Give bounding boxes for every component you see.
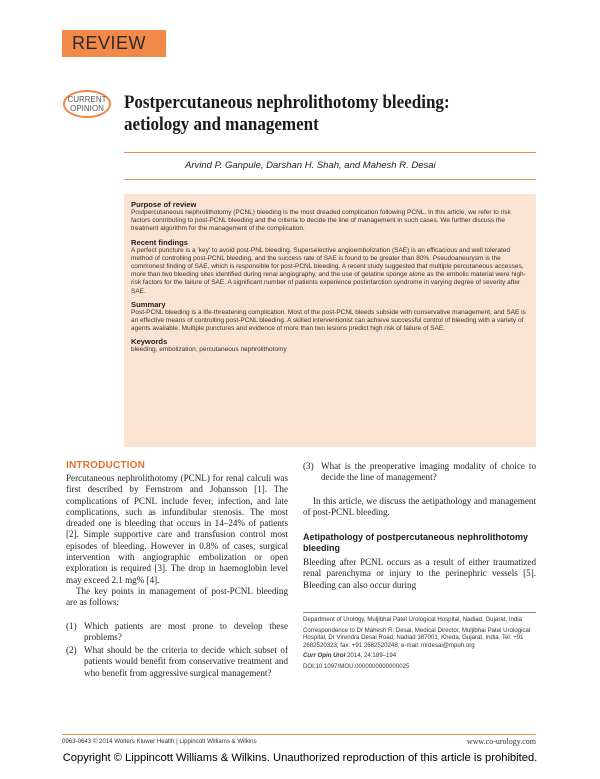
title-line2: aetiology and management (124, 115, 319, 135)
column-right (303, 461, 536, 591)
intro-paragraph-2: The key points in management of post-PCNL bleeding are as follows: (66, 585, 288, 608)
intro-paragraph-3: In this article, we discuss the aetipathology and management of post-PCNL bleeding. (303, 495, 536, 517)
keywords-heading: Keywords (131, 337, 168, 347)
aetio-heading: Aetipathology of postpercutaneous nephrolithotomy bleeding (303, 532, 528, 554)
list-item: (2) What should be the criteria to decide which subset of patients would benefit from conservative treatment and who benefit from aggressive surgical management? (66, 645, 288, 678)
purpose-text: Postpercutaneous nephrolithotomy (PCNL) bleeding is the most dreaded complication following PCNL. In this article, we refer to risk factors contributing to post-PCNL bleeding and the criteria to decide the line of management in such cases. We further discuss the treatment algorithm for the management of the complication. (131, 209, 511, 233)
footnote-rule (303, 612, 536, 613)
title-line1: Postpercutaneous nephrolithotomy bleeding: (124, 93, 450, 113)
footer-issn: 0963-0643 © 2014 Wolters Kluwer Health | Lippincott Williams & Wilkins (62, 738, 257, 745)
abstract-box (124, 194, 536, 447)
intro-paragraph-1: Percutaneous nephrolithotomy (PCNL) for renal calculi was first described by Fernstrom and Johansson [1]. The complications of PCNL include fever, infection, and late complications, such as infundibular stenosis. The most dreaded one is bleeding that occurs in 14–24% of patients [2]. Simple supportive care and transfusion control most episodes of bleeding. However in 0.8% of cases, surgical intervention with angiographic embolization or open exploration is required [3]. The drop in haemoglobin level may exceed 2.1 mg% [4]. (66, 473, 288, 585)
title-rule-top (124, 152, 536, 153)
copyright-notice: Copyright © Lippincott Williams & Wilkins. Unauthorized reproduction of this article is prohibited. (62, 752, 538, 764)
authors: Arvind P. Ganpule, Darshan H. Shah, and Mahesh R. Desai (185, 160, 436, 171)
affiliation: Department of Urology, Muljibhai Patel Urological Hospital, Nadiad, Gujarat, India (303, 616, 523, 623)
logo-line1: CURRENT (67, 95, 107, 104)
journal-citation: Curr Opin Urol 2014, 24:189–194 (303, 652, 397, 659)
list-item: (3) What is the preoperative imaging modality of choice to decide the line of management? (303, 461, 536, 483)
section-tag: REVIEW (62, 30, 166, 57)
footer-rule (62, 734, 536, 735)
summary-text: Post-PCNL bleeding is a life-threatening complication. Most of the post-PCNL bleeds subside with conservative management, and SAE is an effective means of controlling post-PCNL bleeding. A skilled interventionist can achieve successful control of bleeding with a variety of agents available. Multiple punctures and evidence of more than two lesions predict high risk of failure of SAE. (131, 308, 526, 333)
logo-line2: OPINION (70, 104, 104, 113)
summary-heading: Summary (131, 299, 166, 309)
aetio-text: Bleeding after PCNL occurs as a result of either traumatized renal parenchyma or injury to the perinephric vessels [5]. Bleeding can also occur during (303, 557, 536, 590)
article-title (124, 92, 564, 136)
list-item: (1) Which patients are most prone to develop these problems? (66, 620, 288, 642)
footer-url: www.co-urology.com (466, 737, 536, 746)
footnotes (303, 616, 536, 673)
purpose-heading: Purpose of review (131, 200, 197, 209)
introduction-heading: INTRODUCTION (66, 460, 146, 471)
current-opinion-logo (62, 89, 112, 119)
correspondence: Correspondence to Dr Mahesh R. Desai, Medical Director, Muljibhai Patel Urological Hospital, Dr Virendra Desai Road, Nadiad 387001, Kheda, Gujarat, India. Tel: +91 2682520323; fax: +91 2682520248; e-mail: mrdesai@mpuh.org (303, 626, 531, 649)
findings-heading: Recent findings (131, 237, 188, 247)
keywords-text: bleeding, embolization, percutaneous nephrolithotomy (131, 346, 287, 354)
column-left (66, 473, 288, 679)
findings-text: A perfect puncture is a 'key' to avoid post-PNL bleeding. Superselective angioembolization (SAE) is an efficacious and well tolerated method of controlling post-PCNL bleeding, and the success rate of SAE is found to be greater than 80%. Pseudoaneurysm is the commonest finding of SAE, which is responsible for post-PCNL bleeding. A recent study suggested that multiple percutaneous accesses, more than two bleeding sites identified during renal angiography, and the use of gelatine sponge alone as the embolic material were high-risk factors for the failure of SAE. A significant number of patients experience postinfarction syndrome in varying degree of severity after SAE. (131, 246, 526, 295)
doi: DOI:10.1097/MOU.0000000000000025 (303, 662, 410, 670)
title-rule-bottom (124, 179, 536, 180)
